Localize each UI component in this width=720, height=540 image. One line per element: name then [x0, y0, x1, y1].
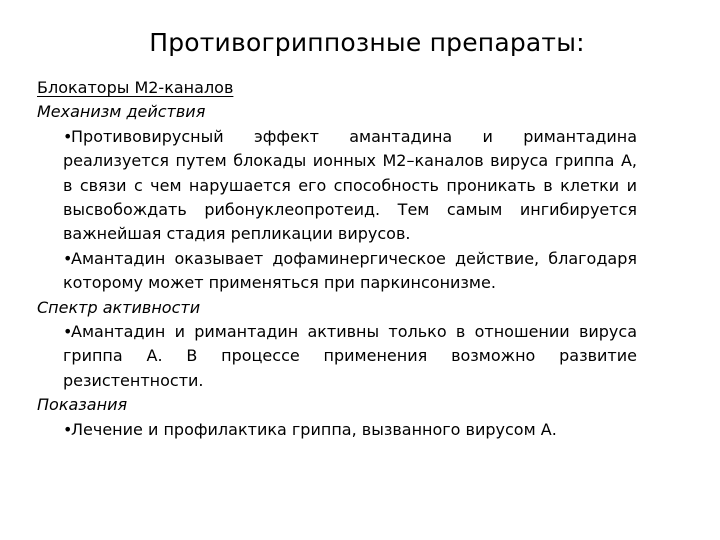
bullet-icon: •	[63, 248, 73, 268]
list-item	[63, 125, 637, 247]
subsection-heading-spectrum: Спектр активности	[37, 297, 201, 317]
slide-content	[37, 76, 637, 442]
subsection-heading-indications: Показания	[37, 395, 128, 415]
bullet-icon: •	[63, 419, 73, 439]
subsection-heading-mechanism: Механизм действия	[37, 102, 206, 122]
section-heading: Блокаторы М2-каналов	[37, 78, 234, 97]
bullet-icon: •	[63, 126, 73, 146]
list-item	[63, 320, 637, 393]
bullet-text: Лечение и профилактика гриппа, вызванного вирусом А.	[71, 419, 557, 439]
slide-title: Противогриппозные препараты:	[149, 28, 585, 57]
bullet-text: Противовирусный эффект амантадина и римантадина реализуется путем блокады ионных М2–каналов вируса гриппа А, в связи с чем нарушается его способность проникать в клетки и высвобождать рибонуклеопротеид. Тем самым ингибируется важнейшая стадия репликации вирусов.	[63, 126, 637, 244]
list-item	[63, 247, 637, 296]
bullet-icon: •	[63, 322, 73, 342]
bullet-text: Амантадин оказывает дофаминергическое действие, благодаря которому может применяться при паркинсонизме.	[63, 248, 637, 293]
list-item	[63, 418, 637, 442]
bullet-text: Амантадин и римантадин активны только в отношении вируса гриппа А. В процессе применения возможно развитие резистентности.	[63, 322, 637, 390]
